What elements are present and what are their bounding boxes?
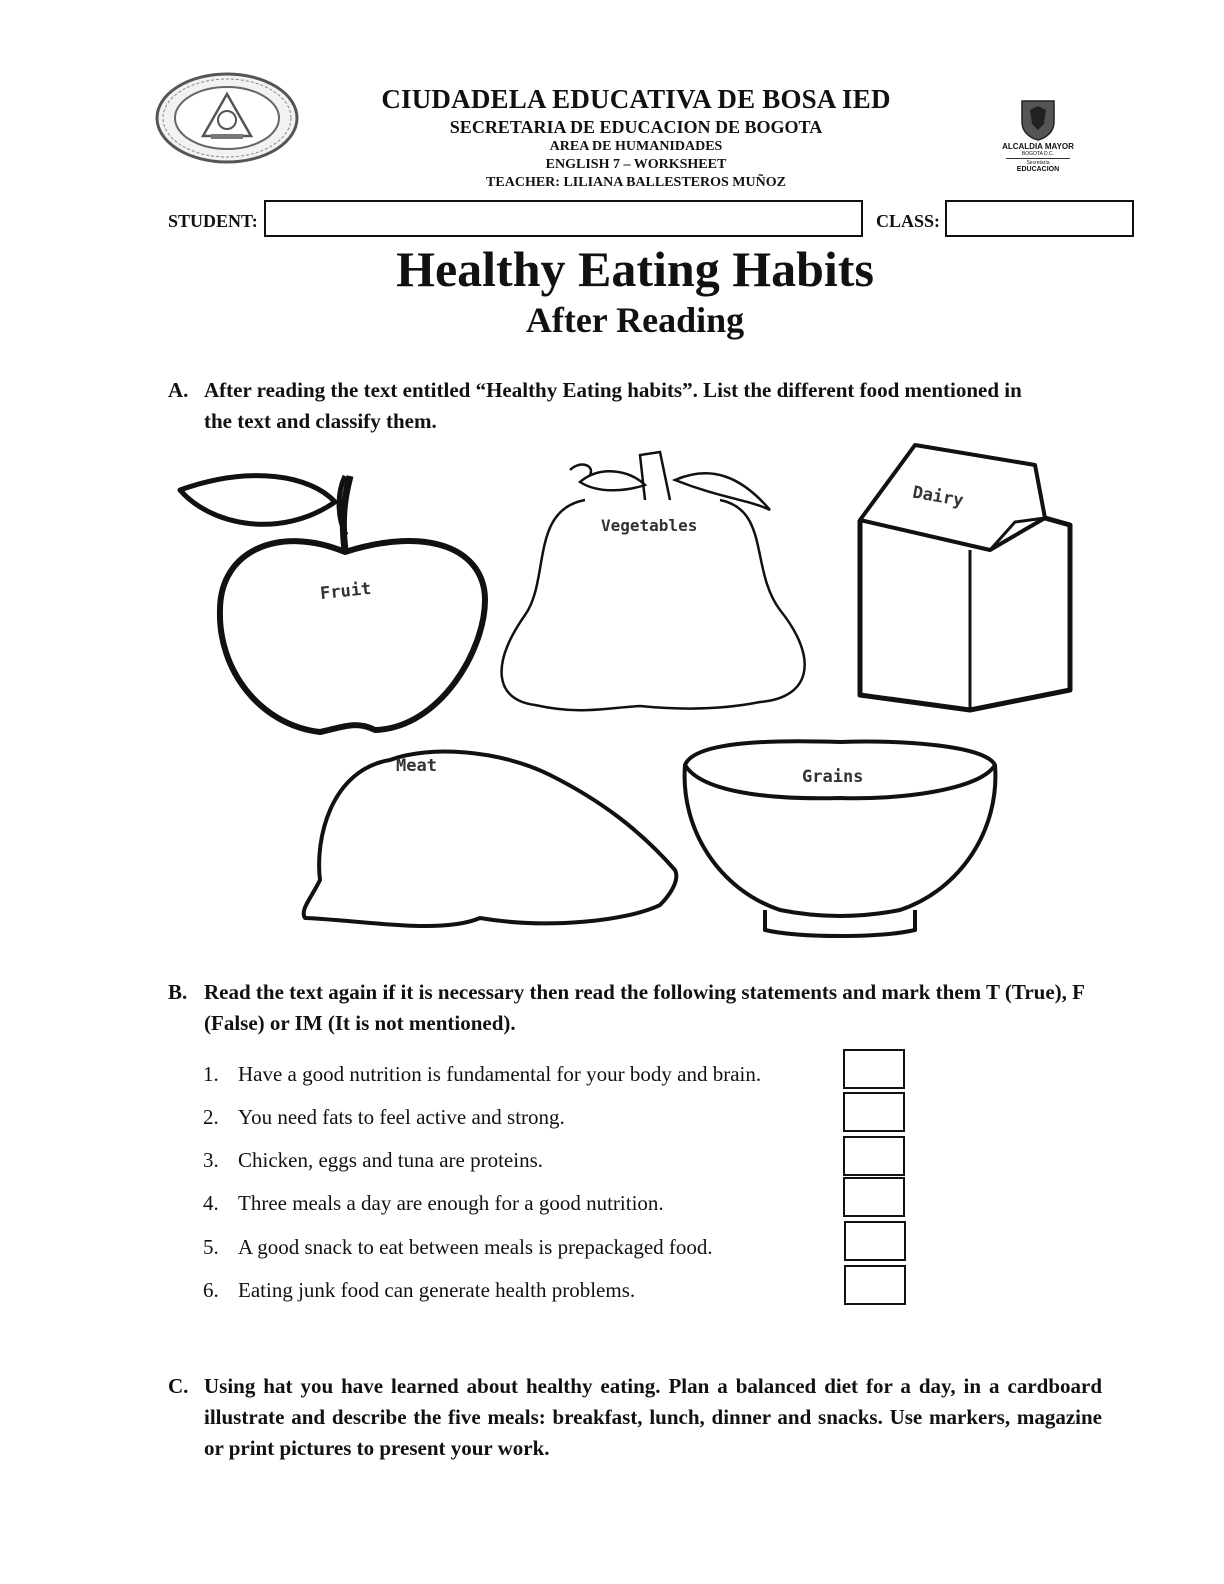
statement-5 bbox=[203, 1235, 713, 1260]
statement-4 bbox=[203, 1191, 664, 1216]
student-field[interactable] bbox=[264, 200, 863, 237]
answer-box-2[interactable] bbox=[843, 1092, 905, 1132]
section-c-letter: C. bbox=[168, 1374, 189, 1398]
statement-number: 3. bbox=[203, 1148, 219, 1172]
statement-number: 6. bbox=[203, 1278, 219, 1302]
statement-text: A good snack to eat between meals is prepackaged food. bbox=[238, 1235, 713, 1259]
statement-text: Chicken, eggs and tuna are proteins. bbox=[238, 1148, 543, 1172]
section-c-text: Using hat you have learned about healthy eating. Plan a balanced diet for a day, in a cardboard illustrate and describe the five meals: breakfast, lunch, dinner and snacks. Use markers, magazine or print pictures to present your work. bbox=[204, 1374, 1102, 1460]
dairy-label: Dairy bbox=[911, 482, 965, 512]
statement-3 bbox=[203, 1148, 543, 1173]
student-label: STUDENT: bbox=[168, 211, 258, 231]
meat-drawing[interactable] bbox=[304, 752, 677, 926]
secretaria-name: SECRETARIA DE EDUCACION DE BOGOTA bbox=[449, 117, 823, 137]
school-name: CIUDADELA EDUCATIVA DE BOSA IED bbox=[381, 84, 891, 114]
class-field[interactable] bbox=[945, 200, 1134, 237]
vegetables-label: Vegetables bbox=[601, 516, 698, 535]
page-subtitle: After Reading bbox=[525, 300, 745, 340]
alcaldia-line3: Secretaría bbox=[1026, 160, 1050, 166]
teacher-name: TEACHER: LILIANA BALLESTEROS MUÑOZ bbox=[486, 175, 786, 190]
class-label: CLASS: bbox=[876, 211, 941, 231]
alcaldia-line1: ALCALDIA MAYOR bbox=[1002, 142, 1074, 151]
fruit-label: Fruit bbox=[319, 578, 373, 605]
statement-1 bbox=[203, 1062, 761, 1087]
alcaldia-logo bbox=[1000, 98, 1076, 174]
answer-box-4[interactable] bbox=[843, 1177, 905, 1217]
page-title: Healthy Eating Habits bbox=[396, 241, 874, 297]
answer-box-5[interactable] bbox=[844, 1221, 906, 1261]
statement-text: Three meals a day are enough for a good nutrition. bbox=[238, 1191, 664, 1215]
grains-label: Grains bbox=[802, 767, 864, 787]
section-a bbox=[168, 375, 1028, 437]
milk-carton-drawing[interactable] bbox=[860, 445, 1070, 710]
section-a-letter: A. bbox=[168, 378, 189, 402]
statement-2 bbox=[203, 1105, 565, 1130]
alcaldia-line2: BOGOTA D.C. bbox=[1021, 151, 1055, 157]
section-b-letter: B. bbox=[168, 980, 188, 1004]
statement-number: 2. bbox=[203, 1105, 219, 1129]
area-name: AREA DE HUMANIDADES bbox=[549, 139, 723, 154]
apple-drawing[interactable] bbox=[180, 476, 485, 732]
answer-box-3[interactable] bbox=[843, 1136, 905, 1176]
alcaldia-line4: EDUCACION bbox=[1016, 166, 1060, 173]
statement-text: Have a good nutrition is fundamental for your body and brain. bbox=[238, 1062, 762, 1086]
pumpkin-drawing[interactable] bbox=[502, 452, 805, 710]
section-b bbox=[168, 977, 1103, 1039]
coat-of-arms-icon bbox=[1018, 98, 1058, 142]
section-b-text: Read the text again if it is necessary then read the following statements and mark them T (True), F (False) or IM (It is not mentioned). bbox=[204, 980, 1085, 1035]
answer-box-6[interactable] bbox=[844, 1265, 906, 1305]
statement-text: Eating junk food can generate health problems. bbox=[238, 1278, 636, 1302]
food-groups-illustration bbox=[160, 440, 1090, 950]
statement-6 bbox=[203, 1278, 635, 1303]
statement-number: 5. bbox=[203, 1235, 219, 1259]
section-a-text: After reading the text entitled “Healthy Eating habits”. List the different food mentioned in the text and classify them. bbox=[204, 378, 1022, 433]
answer-box-1[interactable] bbox=[843, 1049, 905, 1089]
section-c bbox=[168, 1371, 1102, 1464]
statement-text: You need fats to feel active and strong. bbox=[238, 1105, 565, 1129]
meat-label: Meat bbox=[396, 756, 437, 776]
statement-number: 4. bbox=[203, 1191, 219, 1215]
statement-number: 1. bbox=[203, 1062, 219, 1086]
course-name: ENGLISH 7 – WORKSHEET bbox=[545, 157, 727, 172]
